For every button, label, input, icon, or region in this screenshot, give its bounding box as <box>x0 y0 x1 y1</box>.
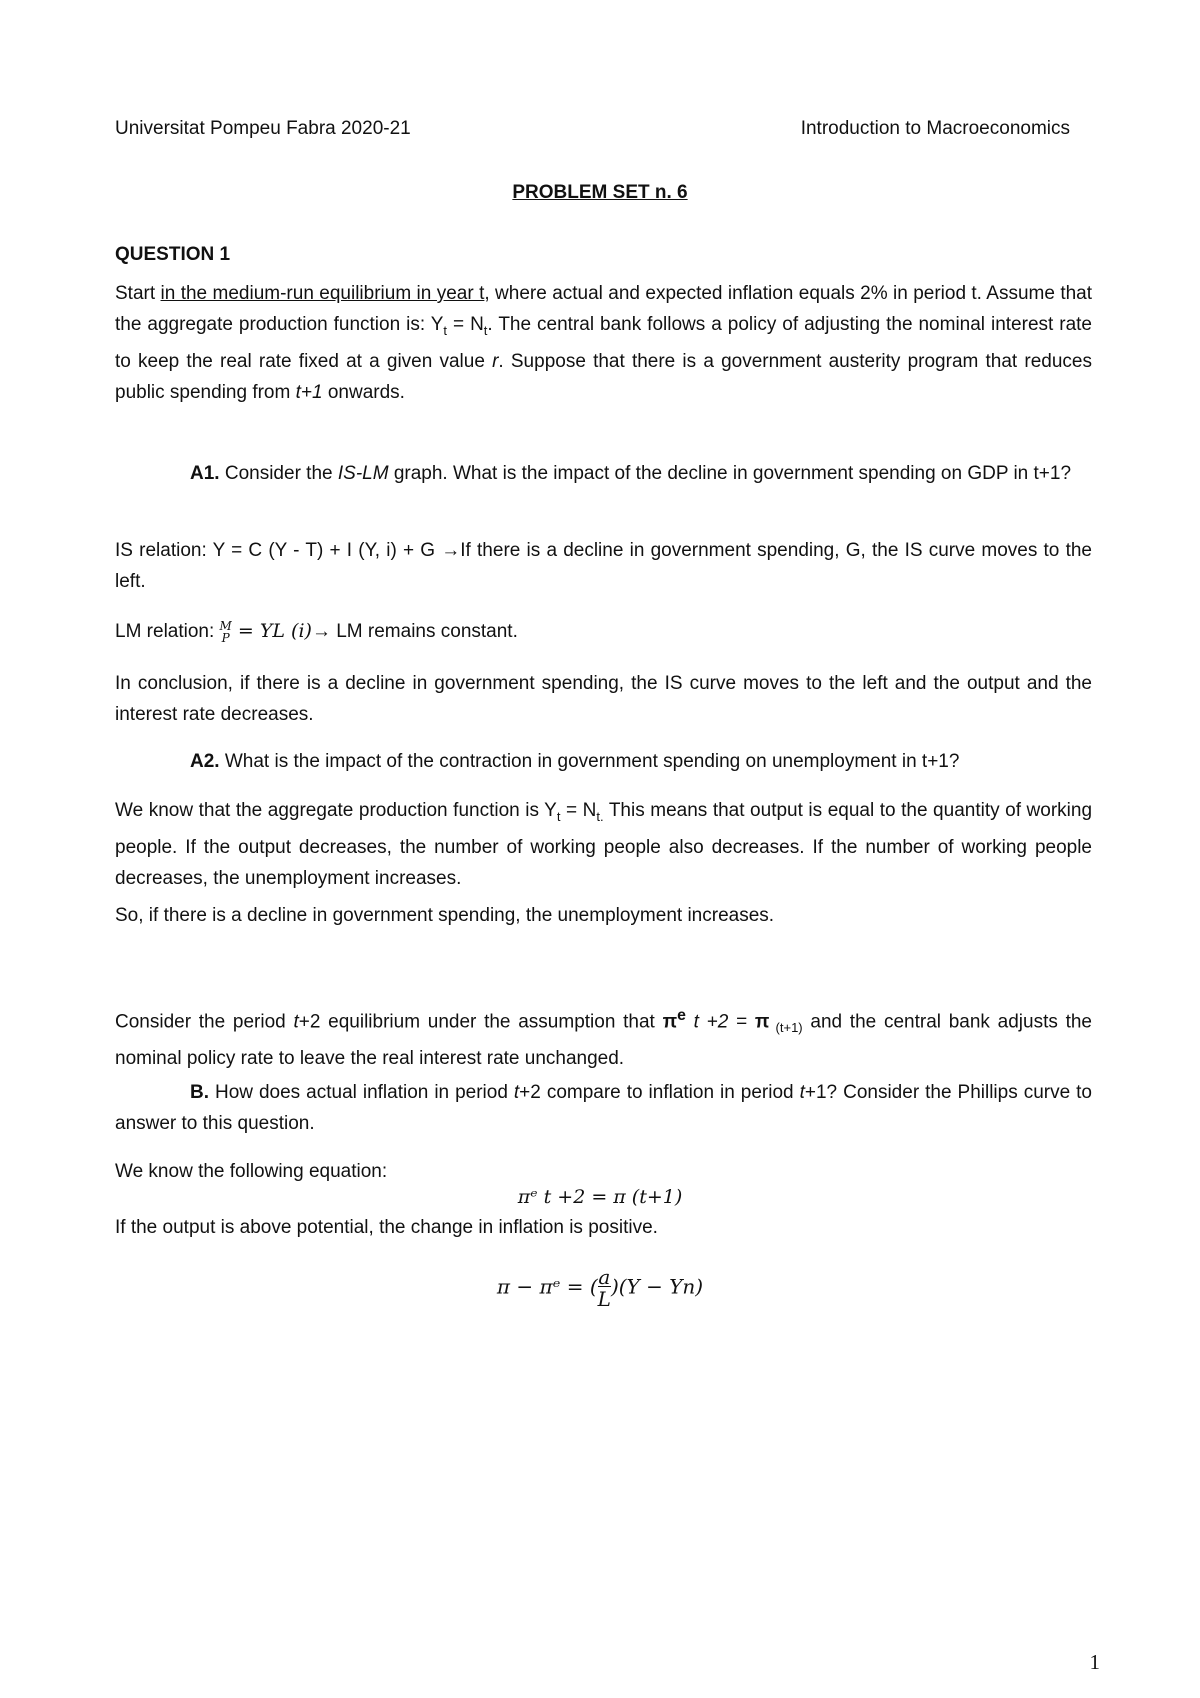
question-heading: QUESTION 1 <box>115 244 231 265</box>
a2-answer: We know that the aggregate production function is $Y_t = N_{t.}$ This means that output is equal to the quantity of working people. If the output decreases, the number of working people also decreases. If the number of working people decreases, the unemployment increases. <box>115 800 1093 889</box>
a2-conclusion: So, if there is a decline in government spending, the unemployment increases. <box>115 905 775 926</box>
b-statement: If the output is above potential, the change in inflation is positive. <box>115 1217 658 1238</box>
phillips-curve-equation: π − πᵉ = $(\frac{a}{L})(Y - Yn)$ <box>496 1265 704 1311</box>
intro-paragraph: Start in the medium-run equilibrium in year t, where actual and expected inflation equals 2% in period t. Assume that the aggregate production function is: $Y_t = N_t$. The central bank follows a policy of adjusting the nominal interest rate to keep the real rate fixed at a given value r. Suppose that there is a government austerity program that reduces public spending from t+1 onwards. <box>115 283 1093 403</box>
question-a1: A1. Consider the IS-LM graph. What is the impact of the decline in government spending on GDP in t+1? <box>190 463 1072 484</box>
question-b: B. How does actual inflation in period t+2 compare to inflation in period t+1? Consider the Phillips curve to answer to this question. <box>115 1082 1092 1134</box>
question-a2: A2. What is the impact of the contraction in government spending on unemployment in t+1? <box>190 751 960 772</box>
lm-relation: LM relation: M P = YL (i)→ LM remains constant. <box>115 618 518 645</box>
header-university: Universitat Pompeu Fabra 2020-21 <box>115 118 411 139</box>
page-number: 1 <box>1089 1650 1100 1674</box>
phillips-fraction: $\frac{a}{L}$ <box>597 1265 611 1311</box>
page-title: PROBLEM SET n. 6 <box>512 182 688 203</box>
period-t2-assumption: Consider the period t+2 equilibrium under the assumption that $\pi^e$ t +2 = π $_{(t+1)}$ and the central bank adjusts the nominal policy rate to leave the real interest rate unchanged. <box>115 1007 1093 1070</box>
b-intro: We know the following equation: <box>115 1161 388 1182</box>
a1-conclusion: In conclusion, if there is a decline in government spending, the IS curve moves to the left and the output and the interest rate decreases. <box>115 673 1092 725</box>
lm-fraction: M P <box>219 618 232 645</box>
is-relation: IS relation: Y = C (Y - T) + I (Y, i) + G →If there is a decline in government spending, G, the IS curve moves to the left. <box>115 540 1092 592</box>
header-course: Introduction to Macroeconomics <box>800 118 1070 139</box>
expectation-equation: πᵉ t +2 = π (t+1) <box>517 1186 683 1208</box>
